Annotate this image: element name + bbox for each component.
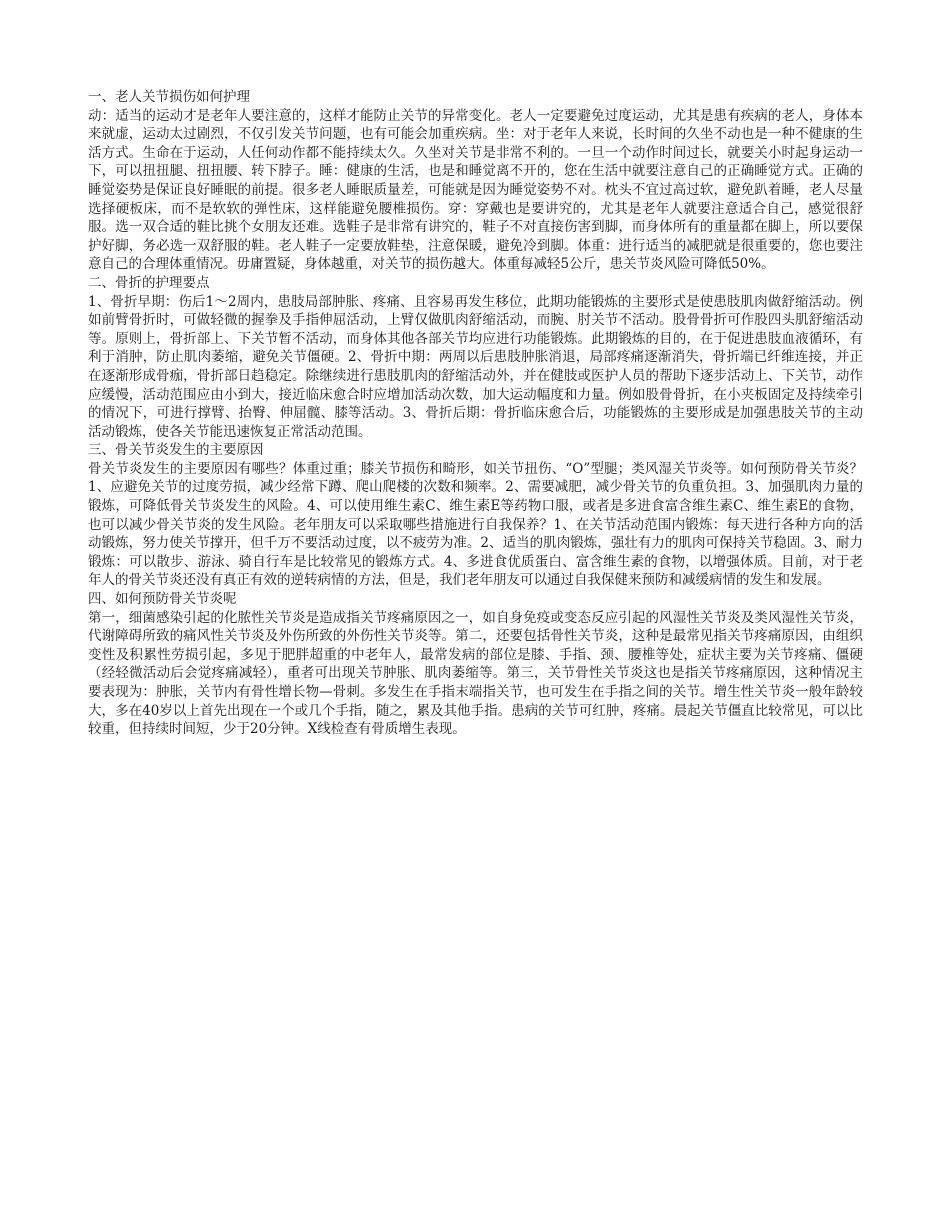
section-title: 一、老人关节损伤如何护理 — [88, 89, 250, 105]
section-title: 四、如何预防骨关节炎呢 — [88, 591, 237, 608]
section-title: 二、骨折的护理要点 — [88, 274, 210, 291]
section-body: 骨关节炎发生的主要原因有哪些？体重过重；膝关节损伤和畸形，如关节扭伤、“O”型腿；类风湿关节炎等。如何预防骨关节炎？1、应避免关节的过度劳损，减少经常下蹲、爬山爬楼的次数和频率。2、需要减肥，减少骨关节的负重负担。3、加强肌肉力量的锻炼，可降低骨关节炎发生的风险。4、可以使用维生素C、维生素E等药物口服，或者是多进食富含维生素C、维生素E的食物，也可以减少骨关节炎的发生风险。老年朋友可以采取哪些措施进行自我保养？1、在关节活动范围内锻炼：每天进行各种方向的活动锻炼，努力使关节撑开，但千万不要活动过度，以不疲劳为准。2、适当的肌肉锻炼，强壮有力的肌肉可保持关节稳固。3、耐力锻炼：可以散步、游泳、骑自行车是比较常见的锻炼方式。4、多进食优质蛋白、富含维生素的食物，以增强体质。目前，对于老年人的骨关节炎还没有真正有效的逆转病情的方法，但是，我们老年朋友可以通过自我保健来预防和减缓病情的发生和发展。 — [88, 460, 863, 589]
section-osteoarthritis-prevention — [88, 590, 863, 739]
section-body: 第一，细菌感染引起的化脓性关节炎是造成指关节疼痛原因之一，如自身免疫或变态反应引起的风湿性关节炎及类风湿性关节炎，代谢障碍所致的痛风性关节炎及外伤所致的外伤性关节炎等。第二，还要包括骨性关节炎，这种是最常见指关节疼痛原因，由组织变性及积累性劳损引起，多见于肥胖超重的中老年人，最常发病的部位是膝、手指、颈、腰椎等处，症状主要为关节疼痛、僵硬（经轻微活动后会觉疼痛减轻），重者可出现关节肿胀、肌肉萎缩等。第三，关节骨性关节炎这也是指关节疼痛原因，这种情况主要表现为：肿胀，关节内有骨性增长物—骨刺。多发生在手指末端指关节，也可发生在手指之间的关节。增生性关节炎一般年龄较大，多在40岁以上首先出现在一个或几个手指，随之，累及其他手指。患病的关节可红肿，疼痛。晨起关节僵直比较常见，可以比较重，但持续时间短，少于20分钟。X线检查有骨质增生表现。 — [88, 609, 863, 738]
section-osteoarthritis-causes — [88, 441, 863, 590]
section-fracture-care — [88, 274, 863, 441]
section-joint-injury-care — [88, 88, 863, 274]
document-page — [88, 88, 863, 739]
section-body: 动：适当的运动才是老年人要注意的，这样才能防止关节的异常变化。老人一定要避免过度运动，尤其是患有疾病的老人，身体本来就虚，运动太过剧烈，不仅引发关节问题，也有可能会加重疾病。坐：对于老年人来说，长时间的久坐不动也是一种不健康的生活方式。生命在于运动，人任何动作都不能持续太久。久坐对关节是非常不利的。一旦一个动作时间过长，就要关小时起身运动一下，可以扭扭腿、扭扭腰、转下脖子。睡：健康的生活，也是和睡觉离不开的，您在生活中就要注意自己的正确睡觉方式。正确的睡觉姿势是保证良好睡眠的前提。很多老人睡眠质量差，可能就是因为睡觉姿势不对。枕头不宜过高过软，避免趴着睡，老人尽量选择硬板床，而不是软软的弹性床，这样能避免腰椎损伤。穿：穿戴也是要讲究的，尤其是老年人就要注意适合自己，感觉很舒服。选一双合适的鞋比挑个女朋友还难。选鞋子是非常有讲究的，鞋子不对直接伤害到脚，而身体所有的重量都在脚上，所以要保护好脚，务必选一双舒服的鞋。老人鞋子一定要放鞋垫，注意保暖，避免冷到脚。体重：进行适当的减肥就是很重要的，您也要注意自己的合理体重情况。毋庸置疑，身体越重，对关节的损伤越大。体重每减轻5公斤，患关节炎风险可降低50%。 — [88, 107, 863, 273]
section-body: 1、骨折早期：伤后1～2周内，患肢局部肿胀、疼痛、且容易再发生移位，此期功能锻炼的主要形式是使患肢肌肉做舒缩活动。例如前臂骨折时，可做轻微的握拳及手指伸屈活动，上臂仅做肌肉舒缩活动，而腕、肘关节不活动。股骨骨折可作股四头肌舒缩活动等。原则上，骨折部上、下关节暂不活动，而身体其他各部关节均应进行功能锻炼。此期锻炼的目的，在于促进患肢血液循环，有利于消肿，防止肌肉萎缩，避免关节僵硬。2、骨折中期：两周以后患肢肿胀消退，局部疼痛逐渐消失，骨折端已纤维连接，并正在逐渐形成骨痂，骨折部日趋稳定。除继续进行患肢肌肉的舒缩活动外，并在健肢或医护人员的帮助下逐步活动上、下关节，动作应缓慢，活动范围应由小到大，接近临床愈合时应增加活动次数，加大运动幅度和力量。例如股骨骨折，在小夹板固定及持续牵引的情况下，可进行撑臂、抬臀、伸屈髋、膝等活动。3、骨折后期：骨折临床愈合后，功能锻炼的主要形成是加强患肢关节的主动活动锻炼，使各关节能迅速恢复正常活动范围。 — [88, 293, 863, 440]
section-title: 三、骨关节炎发生的主要原因 — [88, 442, 264, 459]
